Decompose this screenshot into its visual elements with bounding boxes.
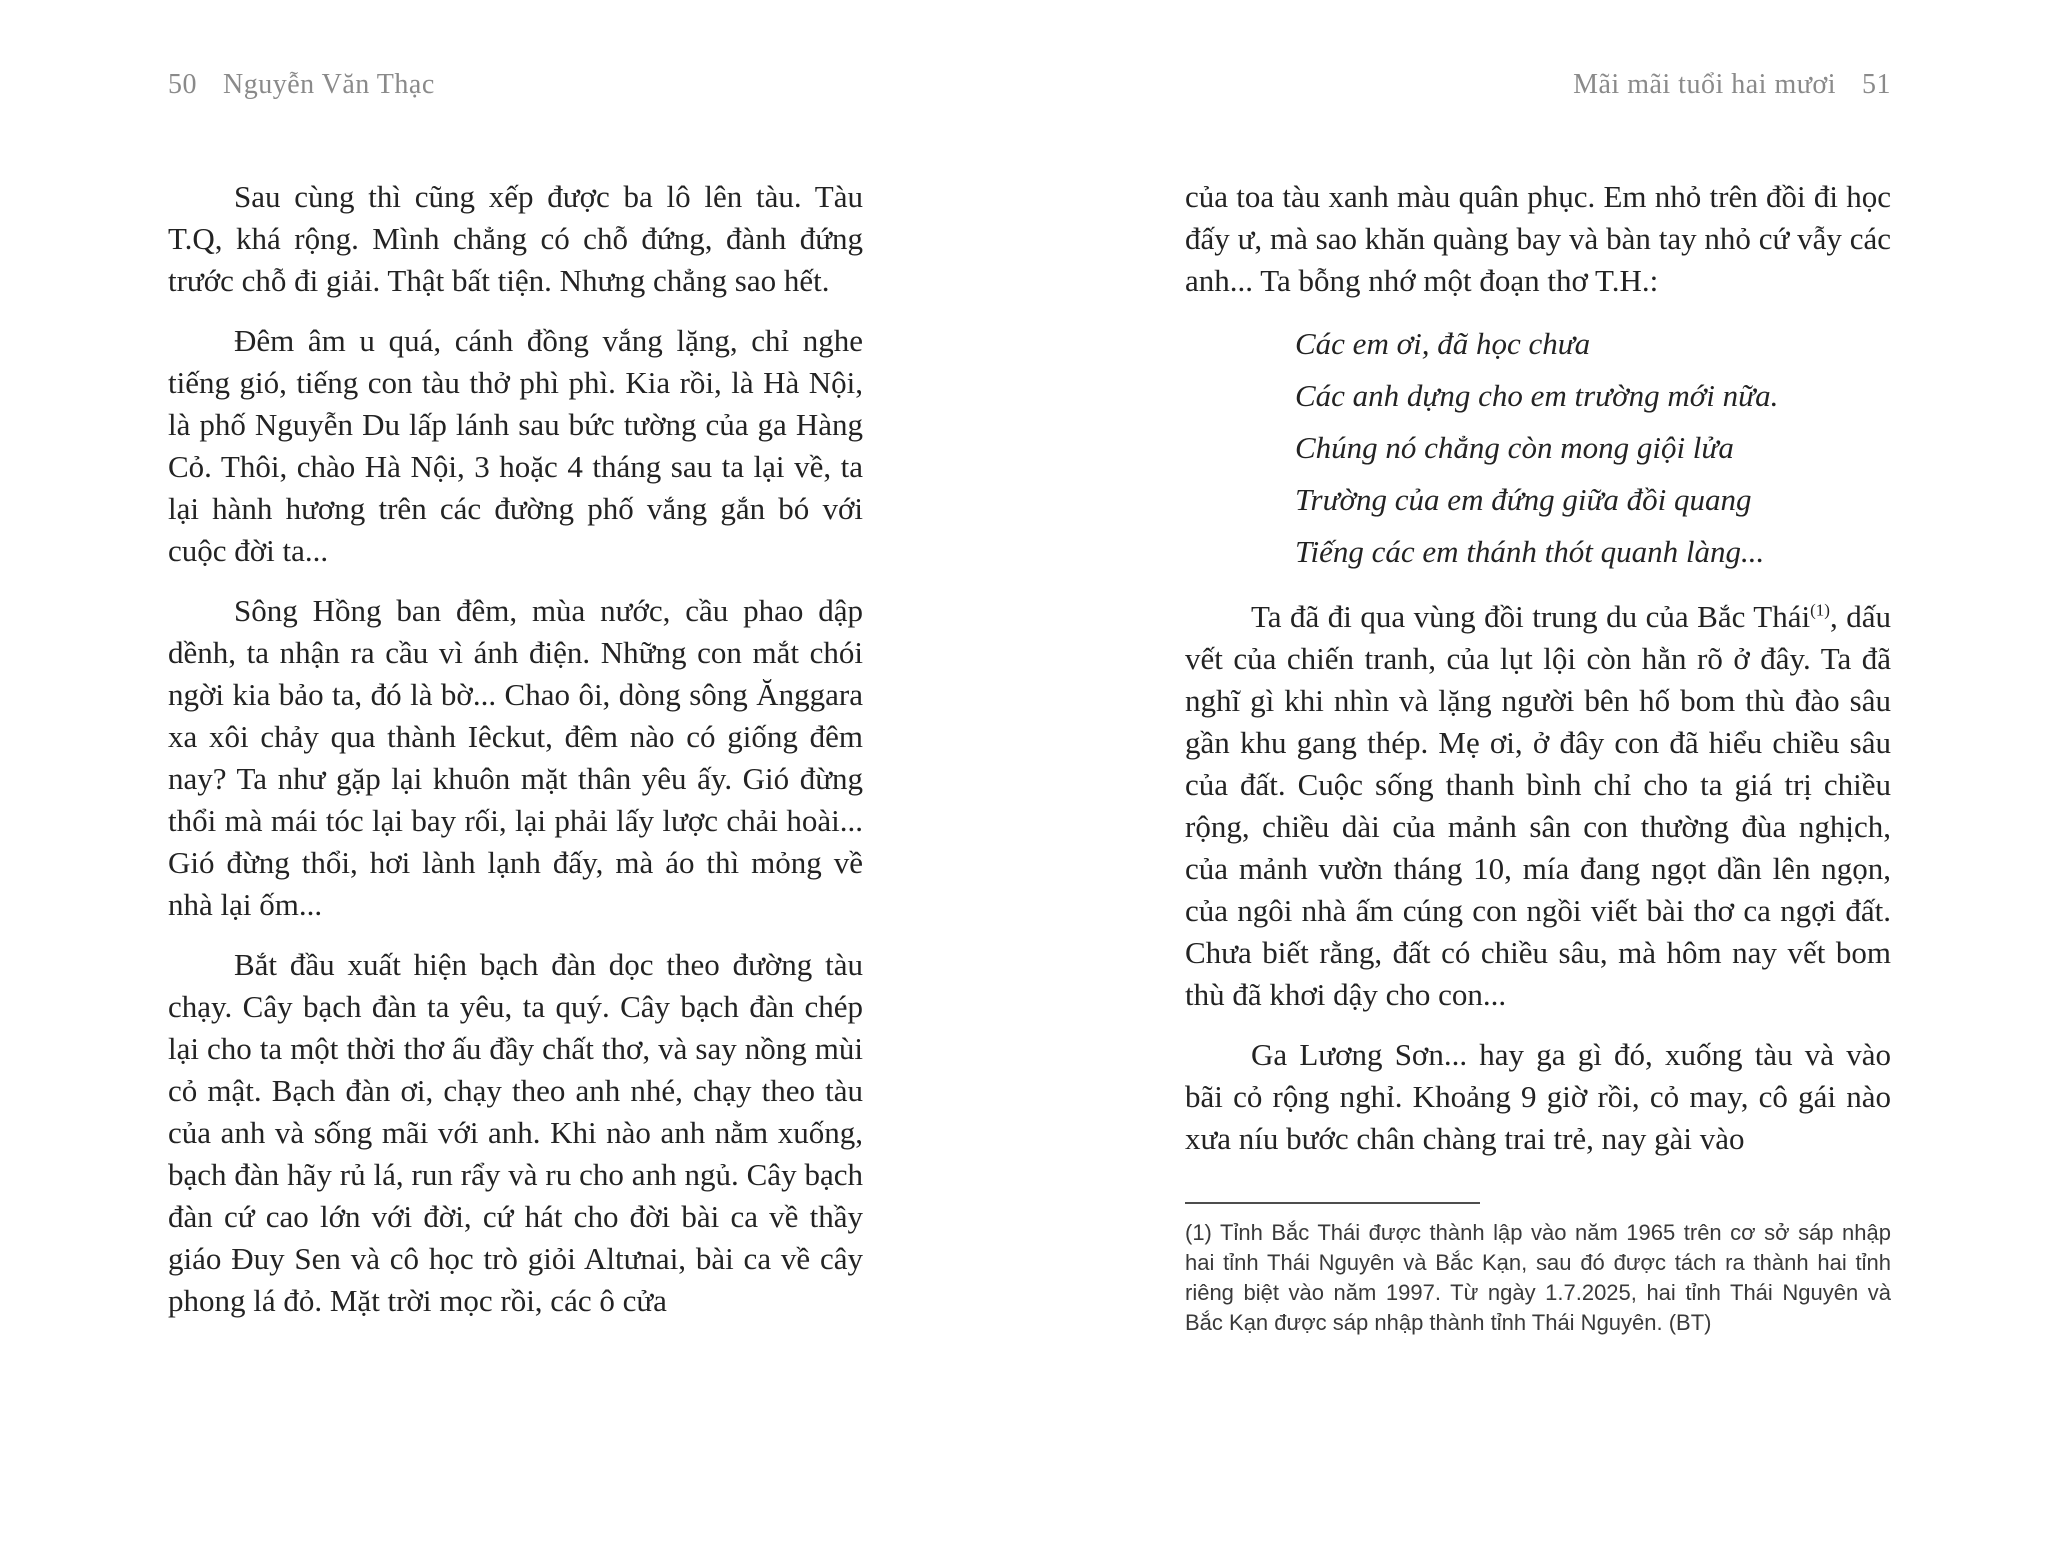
paragraph: Sau cùng thì cũng xếp được ba lô lên tàu. Tàu T.Q, khá rộng. Mình chẳng có chỗ đứng, đành đứng trước chỗ đi giải. Thật bất tiện. Nhưng chẳng sao hết. bbox=[168, 179, 863, 298]
poem-line: Tiếng các em thánh thót quanh làng... bbox=[1295, 534, 1765, 569]
paragraph: Bắt đầu xuất hiện bạch đàn dọc theo đường tàu chạy. Cây bạch đàn ta yêu, ta quý. Cây bạch đàn chép lại cho ta một thời thơ ấu đầy chất thơ, và say nồng mùi cỏ mật. Bạch đàn ơi, chạy theo anh nhé, chạy theo tàu của anh và sống mãi với anh. Khi nào anh nằm xuống, bạch đàn hãy rủ lá, run rẩy và ru cho anh ngủ. Cây bạch đàn cứ cao lớn với đời, cứ hát cho đời bài ca về thầy giáo Đuy Sen và cô học trò giỏi Altưnai, bài ca về cây phong lá đỏ. Mặt trời mọc rồi, các ô cửa bbox=[168, 947, 863, 1318]
paragraph bbox=[1185, 596, 1891, 1016]
right-page-body bbox=[1185, 176, 1891, 1160]
poem-line: Chúng nó chẳng còn mong giội lửa bbox=[1295, 430, 1734, 465]
footnote-block bbox=[1185, 1202, 1891, 1338]
paragraph: Sông Hồng ban đêm, mùa nước, cầu phao dập dềnh, ta nhận ra cầu vì ánh điện. Những con mắt chói ngời kia bảo ta, đó là bờ... Chao ôi, dòng sông Ănggara xa xôi chảy qua thành Iêckut, đêm nào có giống đêm nay? Ta như gặp lại khuôn mặt thân yêu ấy. Gió đừng thổi mà mái tóc lại bay rối, lại phải lấy lược chải hoài... Gió đừng thổi, hơi lành lạnh đấy, mà áo thì mỏng về nhà lại ốm... bbox=[168, 593, 863, 922]
left-page-number: 50 bbox=[168, 69, 197, 100]
paragraph-text: , dấu vết của chiến tranh, của lụt lội còn hằn rõ ở đây. Ta đã nghĩ gì khi nhìn và lặng người bên hố bom thù đào sâu gần khu gang thép. Mẹ ơi, ở đây con đã hiểu chiều sâu của đất. Cuộc sống thanh bình chỉ cho ta giá trị chiều rộng, chiều dài của mảnh sân con thường đùa nghịch, của mảnh vườn tháng 10, mía đang ngọt dần lên ngọn, của ngôi nhà ấm cúng con ngồi viết bài thơ ca ngợi đất. Chưa biết rằng, đất có chiều sâu, mà hôm nay vết bom thù đã khơi dậy cho con... bbox=[1185, 599, 1891, 1012]
paragraph-continuation: của toa tàu xanh màu quân phục. Em nhỏ trên đồi đi học đấy ư, mà sao khăn quàng bay và bàn tay nhỏ cứ vẫy các anh... Ta bỗng nhớ một đoạn thơ T.H.: bbox=[1185, 179, 1891, 298]
right-running-header-title: Mãi mãi tuổi hai mươi bbox=[1573, 69, 1836, 100]
footnote-separator-rule bbox=[1185, 1202, 1480, 1204]
footnote-reference-superscript: (1) bbox=[1810, 600, 1830, 620]
left-page-body bbox=[168, 176, 863, 1322]
paragraph: Đêm âm u quá, cánh đồng vắng lặng, chỉ nghe tiếng gió, tiếng con tàu thở phì phì. Kia rồi, là Hà Nội, là phố Nguyễn Du lấp lánh sau bức tường của ga Hàng Cỏ. Thôi, chào Hà Nội, 3 hoặc 4 tháng sau ta lại về, ta lại hành hương trên các đường phố vắng gắn bó với cuộc đời ta... bbox=[168, 323, 863, 568]
poem-line: Các em ơi, đã học chưa bbox=[1295, 326, 1591, 361]
left-page bbox=[168, 68, 863, 1322]
poem-line: Trường của em đứng giữa đồi quang bbox=[1295, 482, 1752, 517]
left-running-header-author: Nguyễn Văn Thạc bbox=[223, 69, 435, 100]
poem-line: Các anh dựng cho em trường mới nữa. bbox=[1295, 378, 1779, 413]
right-running-header bbox=[1185, 68, 1891, 102]
paragraph: Ga Lương Sơn... hay ga gì đó, xuống tàu và vào bãi cỏ rộng nghỉ. Khoảng 9 giờ rồi, cỏ may, cô gái nào xưa níu bước chân chàng trai trẻ, nay gài vào bbox=[1185, 1037, 1891, 1156]
paragraph-text: Ta đã đi qua vùng đồi trung du của Bắc Thái bbox=[1251, 599, 1811, 634]
right-page-number: 51 bbox=[1862, 69, 1891, 100]
footnote: (1) Tỉnh Bắc Thái được thành lập vào năm 1965 trên cơ sở sáp nhập hai tỉnh Thái Nguyên và Bắc Kạn, sau đó được tách ra thành hai tỉnh riêng biệt vào năm 1997. Từ ngày 1.7.2025, hai tỉnh Thái Nguyên và Bắc Kạn được sáp nhập thành tỉnh Thái Nguyên. (BT) bbox=[1185, 1220, 1891, 1335]
left-running-header bbox=[168, 68, 863, 102]
poem-quote bbox=[1295, 318, 1891, 578]
right-page bbox=[1185, 68, 1891, 1338]
